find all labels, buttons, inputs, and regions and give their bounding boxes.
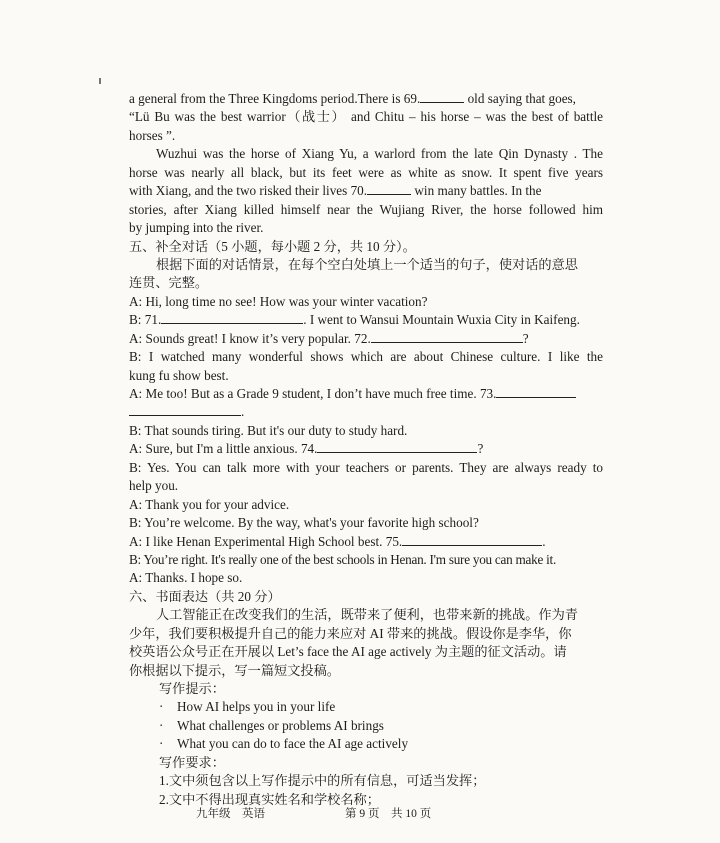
blank-73-continued[interactable]	[129, 403, 241, 416]
blank-70[interactable]	[367, 182, 411, 195]
blank-71[interactable]	[161, 311, 303, 324]
blank-72[interactable]	[371, 330, 523, 343]
bullet-dot: ·	[159, 736, 164, 752]
writing-prompt-line: 校英语公众号正在开展以 Let’s face the AI age actively 为主题的征文活动。请	[129, 644, 567, 660]
dialogue-text: ?	[477, 441, 484, 457]
page-content	[129, 90, 603, 809]
dialogue-line: kung fu show best.	[129, 367, 229, 383]
dialogue-text: A: Sounds great! I know it’s very popular. 72.	[129, 330, 371, 346]
writing-tip-item	[129, 717, 603, 735]
passage-line: Wuzhui was the horse of Xiang Yu, a warlord from the late Qin Dynasty . The	[156, 146, 603, 162]
writing-tips-title: 写作提示：	[159, 681, 225, 696]
passage-text: old saying that goes,	[464, 91, 576, 106]
passage-text: win many battles. In the	[411, 183, 542, 199]
dialogue-text: .	[542, 533, 546, 549]
dialogue-line: A: Hi, long time no see! How was your winter vacation?	[129, 293, 428, 309]
dialogue-line	[129, 330, 603, 348]
blank-69[interactable]	[420, 90, 464, 103]
blank-75[interactable]	[402, 533, 542, 546]
dialogue-line	[129, 533, 603, 551]
passage-line	[129, 90, 603, 108]
dialogue-text: . I went to Wansui Mountain Wuxia City in Kaifeng.	[303, 312, 580, 328]
passage-line: stories, after Xiang killed himself near the Wujiang River, the horse followed him	[129, 201, 603, 217]
writing-tip-item	[129, 698, 603, 716]
passage-line	[129, 182, 603, 200]
bullet-dot: ·	[159, 699, 164, 715]
writing-requirement-item: 2.文中不得出现真实姓名和学校名称；	[159, 791, 380, 807]
dialogue-line: B: That sounds tiring. But it's our duty to study hard.	[129, 422, 408, 438]
section-five-instruction: 根据下面的对话情景，在每个空白处填上一个适当的句子，使对话的意思	[156, 256, 578, 272]
section-five-heading: 五、补全对话（5 小题，每小题 2 分，共 10 分）。	[129, 238, 416, 254]
dialogue-line	[129, 311, 603, 329]
dialogue-line: B: You’re welcome. By the way, what's your favorite high school?	[129, 515, 479, 531]
passage-line: “Lü Bu was the best warrior（战士） and Chitu – his horse – was the best of battle	[129, 109, 603, 125]
dialogue-text: .	[241, 404, 245, 420]
passage-line: by jumping into the river.	[129, 220, 264, 236]
bullet-dot: ·	[159, 717, 164, 733]
dialogue-line: B: Yes. You can talk more with your teachers or parents. They are always ready to	[129, 459, 603, 475]
dialogue-line	[129, 385, 603, 403]
passage-line: horses ”.	[129, 127, 176, 143]
writing-tip-item	[129, 735, 603, 753]
dialogue-text: ?	[522, 330, 529, 346]
section-five-instruction: 连贯、完整。	[129, 275, 209, 291]
dialogue-text: B: 71.	[129, 312, 162, 328]
writing-requirements-title: 写作要求：	[159, 754, 225, 770]
dialogue-line: B: You’re right. It's really one of the best schools in Henan. I'm sure you can make it.	[129, 551, 557, 567]
writing-requirement-item: 1.文中须包含以上写作提示中的所有信息，可适当发挥；	[159, 773, 486, 789]
section-six-heading: 六、书面表达（共 20 分）	[129, 588, 281, 604]
dialogue-text: A: Me too! But as a Grade 9 student, I don’t have much free time. 73.	[129, 386, 497, 401]
footer-grade-subject: 九年级 英语	[196, 808, 265, 820]
blank-74[interactable]	[317, 440, 477, 453]
dialogue-line	[129, 440, 603, 458]
dialogue-line: B: I watched many wonderful shows which are about Chinese culture. I like the	[129, 349, 603, 365]
scan-mark	[99, 78, 101, 84]
blank-73[interactable]	[496, 385, 576, 398]
dialogue-line: help you.	[129, 478, 179, 494]
dialogue-line: A: Thank you for your advice.	[129, 496, 290, 512]
writing-prompt-line: 少年，我们要积极提升自己的能力来应对 AI 带来的挑战。假设你是李华，你	[129, 625, 572, 641]
tip-text: What you can do to face the AI age actively	[177, 736, 409, 752]
tip-text: How AI helps you in your life	[177, 699, 336, 715]
writing-prompt-line: 人工智能正在改变我们的生活，既带来了便利，也带来新的挑战。作为青	[156, 607, 578, 623]
passage-line: horse was nearly all black, but its feet were as white as snow. It spent five years	[129, 164, 603, 180]
dialogue-line	[129, 403, 603, 421]
dialogue-text: A: I like Henan Experimental High School best. 75.	[129, 533, 403, 549]
passage-text: with Xiang, and the two risked their lives 70.	[129, 183, 368, 199]
dialogue-line: A: Thanks. I hope so.	[129, 570, 243, 586]
footer-page-number: 第 9 页 共 10 页	[345, 808, 432, 820]
dialogue-text: A: Sure, but I'm a little anxious. 74.	[129, 441, 318, 457]
writing-prompt-line: 你根据以下提示，写一篇短文投稿。	[129, 662, 340, 678]
tip-text: What challenges or problems AI brings	[177, 717, 384, 733]
passage-text: a general from the Three Kingdoms period.There is 69.	[129, 91, 421, 106]
